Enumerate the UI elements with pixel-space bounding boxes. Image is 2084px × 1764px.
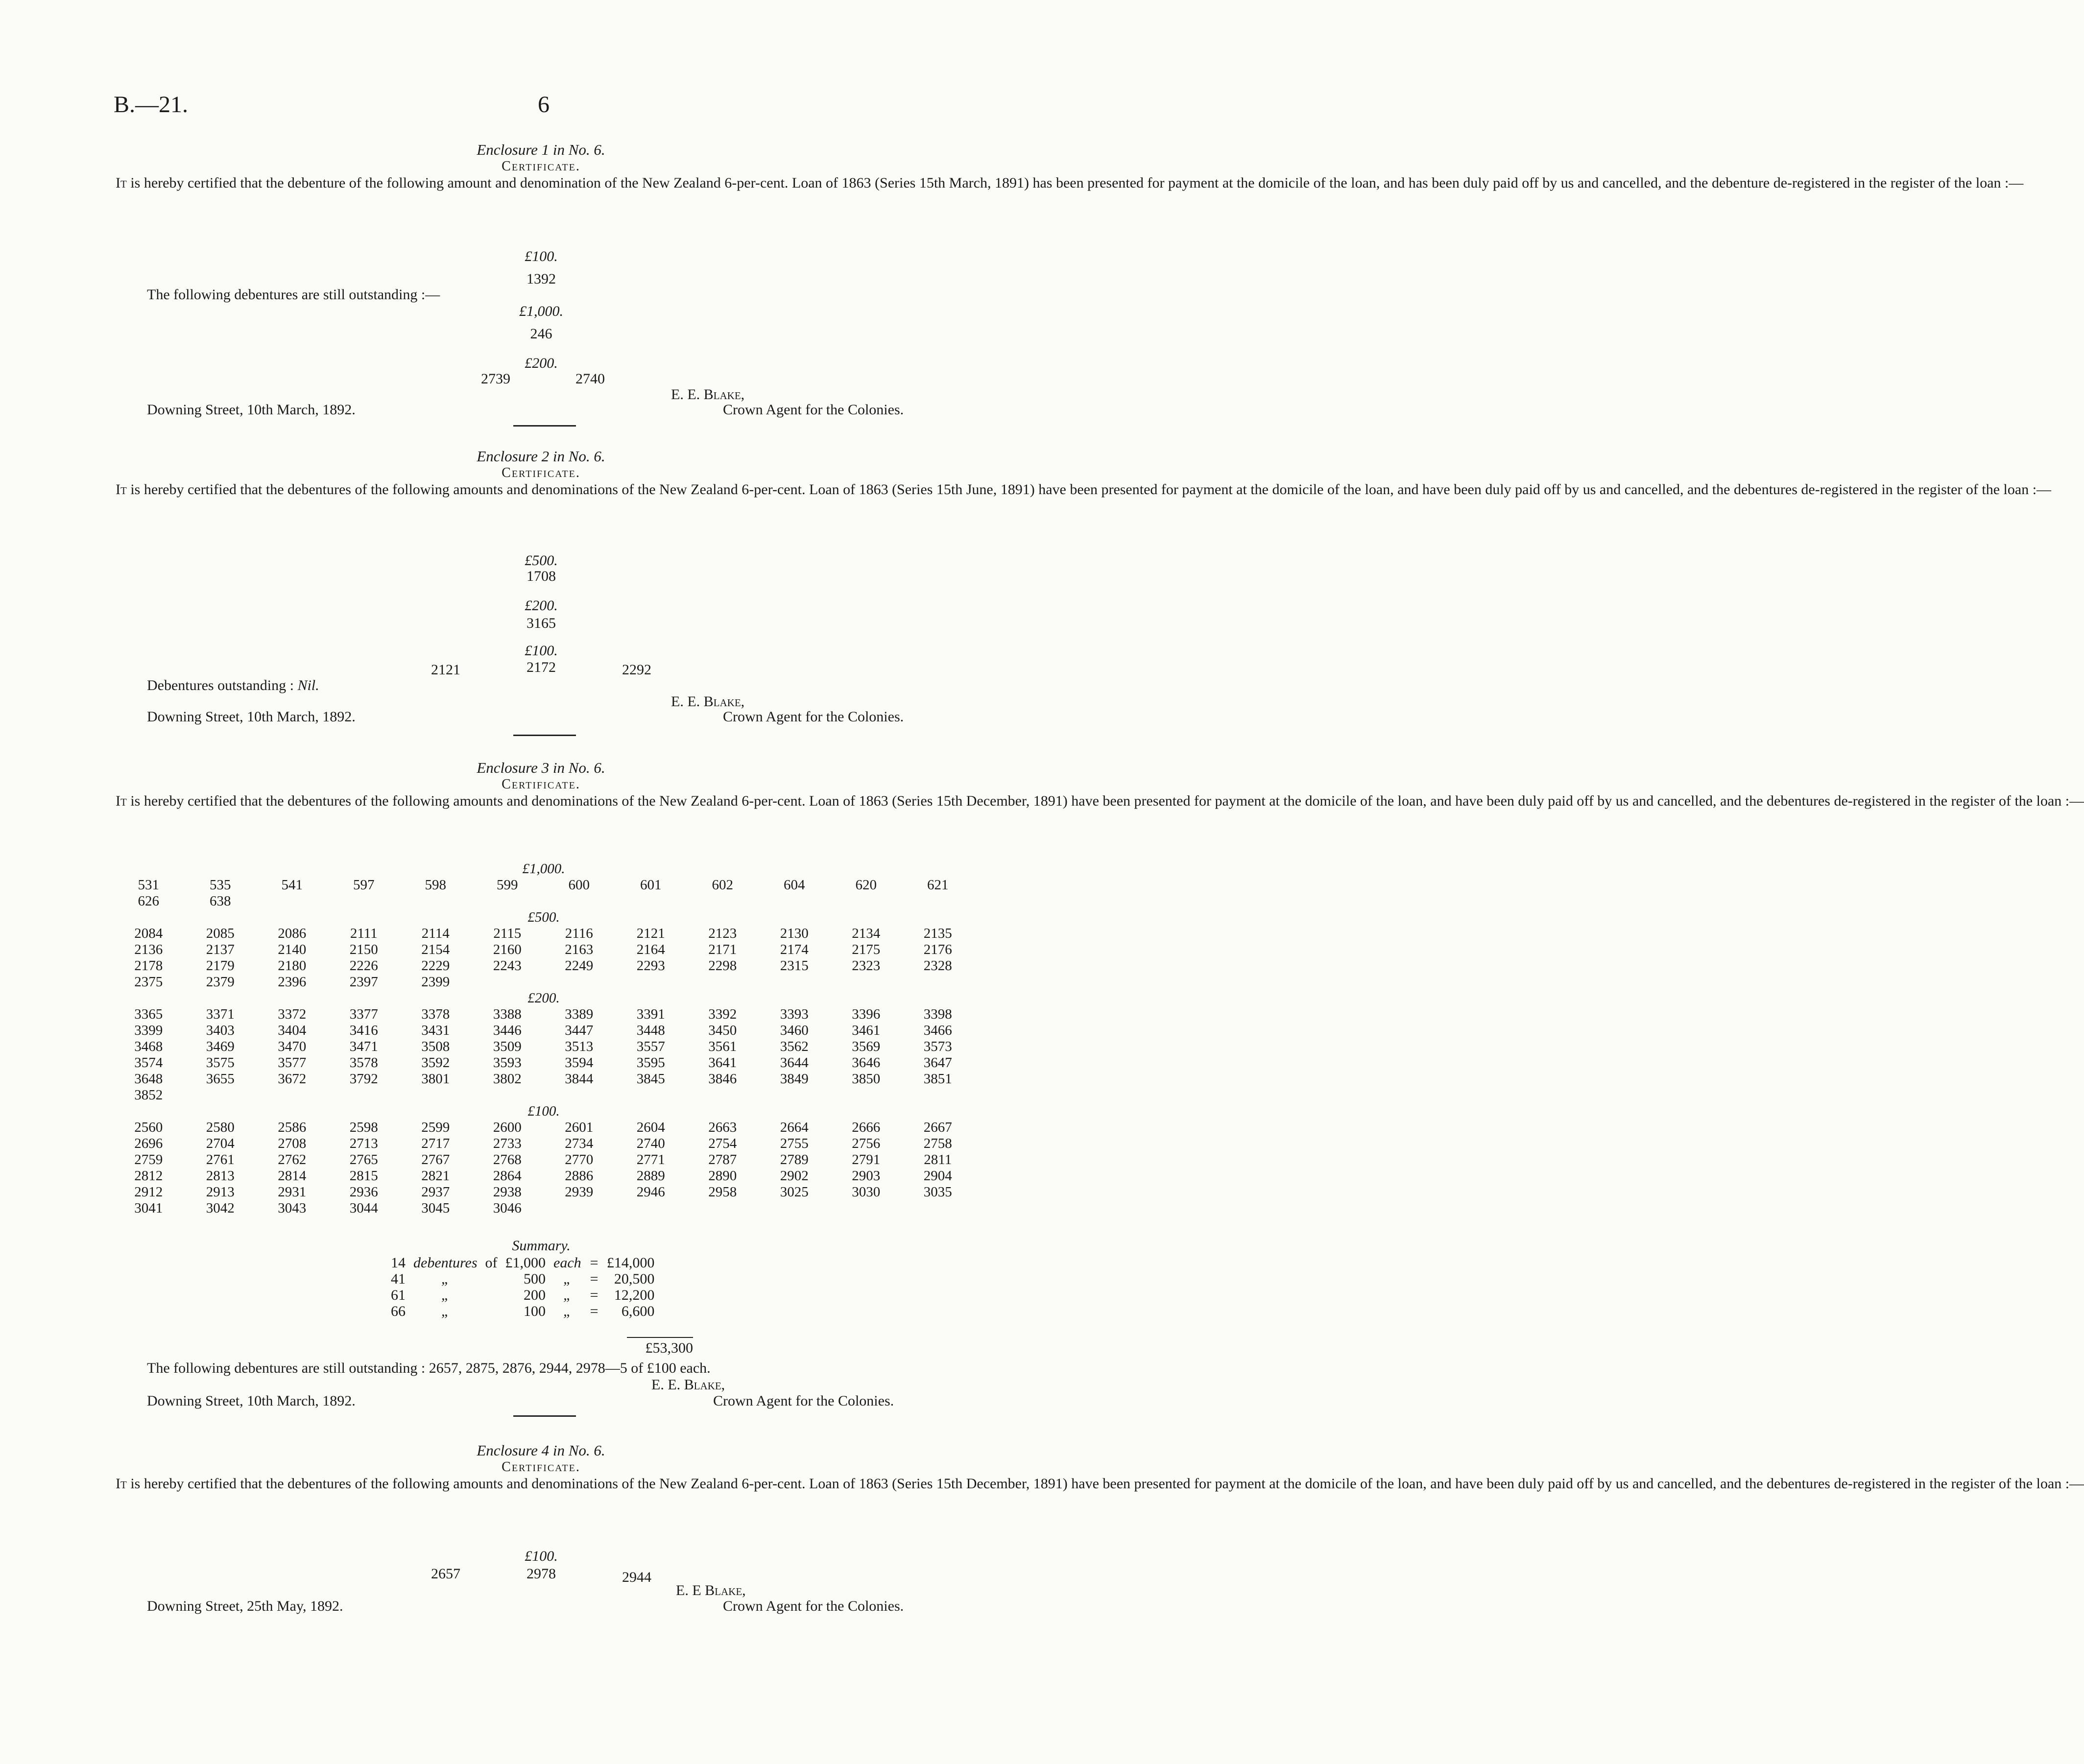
enclosure-4-number: 2944 bbox=[622, 1569, 651, 1585]
debenture-number: 3448 bbox=[636, 1023, 665, 1038]
enclosure-2-title: Enclosure 2 in No. 6. bbox=[477, 448, 605, 465]
summary-eq: = bbox=[589, 1255, 599, 1271]
debenture-number: 3396 bbox=[852, 1006, 881, 1022]
enclosure-2-number: 2172 bbox=[527, 659, 556, 675]
enclosure-2-number: 1708 bbox=[527, 568, 556, 584]
debenture-number: 2886 bbox=[565, 1168, 594, 1184]
debenture-number: 2814 bbox=[278, 1168, 307, 1184]
denomination-heading: £500. bbox=[527, 909, 560, 925]
debenture-number: 2939 bbox=[565, 1184, 594, 1200]
debenture-number: 2226 bbox=[349, 958, 378, 974]
enclosure-2-denomination-500: £500. bbox=[525, 552, 558, 569]
enclosure-3-outstanding: The following debentures are still outstanding : 2657, 2875, 2876, 2944, 2978—5 of £100 each. bbox=[147, 1360, 711, 1376]
debenture-number: 2123 bbox=[708, 926, 737, 941]
summary-total: 12,200 bbox=[614, 1287, 655, 1303]
summary-row bbox=[387, 1287, 658, 1303]
debenture-number: 3393 bbox=[780, 1006, 809, 1022]
debenture-number: 2116 bbox=[565, 926, 593, 941]
enclosure-3-title: Enclosure 3 in No. 6. bbox=[477, 759, 605, 776]
debenture-number: 2135 bbox=[923, 926, 952, 941]
debenture-number: 2717 bbox=[421, 1136, 450, 1151]
debenture-number: 3595 bbox=[636, 1055, 665, 1071]
debenture-row bbox=[113, 1071, 975, 1087]
debenture-number: 3404 bbox=[278, 1023, 307, 1038]
debenture-number: 3574 bbox=[134, 1055, 163, 1071]
debenture-number: 2164 bbox=[636, 942, 665, 957]
debenture-number: 2121 bbox=[636, 926, 665, 941]
debenture-number: 2171 bbox=[708, 942, 737, 957]
debenture-number: 2696 bbox=[134, 1136, 163, 1151]
enclosure-2-number: 2121 bbox=[431, 662, 460, 678]
debenture-number: 3644 bbox=[780, 1055, 809, 1071]
summary-eq: = bbox=[589, 1271, 599, 1287]
debenture-number: 2130 bbox=[780, 926, 809, 941]
enclosure-2-place-date: Downing Street, 10th March, 1892. bbox=[147, 709, 356, 725]
summary-of bbox=[481, 1303, 502, 1319]
debenture-number: 2175 bbox=[852, 942, 881, 957]
debenture-number: 3388 bbox=[493, 1006, 522, 1022]
debenture-number: 2604 bbox=[636, 1120, 665, 1135]
summary-amount: 100 bbox=[524, 1303, 546, 1319]
enclosure-3-place-date: Downing Street, 10th March, 1892. bbox=[147, 1393, 356, 1409]
summary-row bbox=[387, 1303, 658, 1319]
debenture-number: 2174 bbox=[780, 942, 809, 957]
debenture-number: 3593 bbox=[493, 1055, 522, 1071]
debenture-number: 3852 bbox=[134, 1087, 163, 1103]
debenture-number: 3577 bbox=[278, 1055, 307, 1071]
debenture-number: 2770 bbox=[565, 1152, 594, 1168]
debenture-number: 2249 bbox=[565, 958, 594, 974]
debenture-number: 3575 bbox=[206, 1055, 235, 1071]
debenture-number: 2397 bbox=[349, 974, 378, 990]
enclosure-1-signatory-title: Crown Agent for the Colonies. bbox=[723, 402, 904, 418]
summary-title: Summary. bbox=[512, 1238, 571, 1254]
debenture-number: 3030 bbox=[852, 1184, 881, 1200]
debenture-number: 535 bbox=[210, 877, 231, 893]
debenture-number: 2904 bbox=[923, 1168, 952, 1184]
enclosure-1-certificate-heading: Certificate. bbox=[502, 159, 580, 174]
debenture-number: 2180 bbox=[278, 958, 307, 974]
debenture-number: 2150 bbox=[349, 942, 378, 957]
debenture-number: 604 bbox=[784, 877, 805, 893]
enclosure-3-certificate-heading: Certificate. bbox=[502, 777, 580, 792]
enclosure-4-place-date: Downing Street, 25th May, 1892. bbox=[147, 1598, 343, 1614]
debenture-number: 2663 bbox=[708, 1120, 737, 1135]
summary-total: 20,500 bbox=[614, 1271, 655, 1287]
enclosure-1-denomination-200: £200. bbox=[525, 355, 558, 371]
document-reference: B.—21. bbox=[114, 92, 189, 118]
debenture-number: 2140 bbox=[278, 942, 307, 957]
debenture-number: 2560 bbox=[134, 1120, 163, 1135]
enclosure-2-denomination-100: £100. bbox=[525, 643, 558, 659]
debenture-number: 3378 bbox=[421, 1006, 450, 1022]
debenture-row bbox=[113, 958, 975, 974]
summary-grand-total: £53,300 bbox=[627, 1337, 693, 1357]
debenture-number: 2599 bbox=[421, 1120, 450, 1135]
debenture-row bbox=[113, 1136, 975, 1152]
debenture-number: 2664 bbox=[780, 1120, 809, 1135]
summary-row bbox=[387, 1271, 658, 1287]
debenture-row bbox=[113, 1006, 975, 1023]
denomination-heading: £1,000. bbox=[522, 861, 565, 877]
debenture-number: 3046 bbox=[493, 1200, 522, 1216]
debenture-number-table bbox=[113, 861, 975, 1216]
debenture-row bbox=[113, 1055, 975, 1071]
debenture-number: 2762 bbox=[278, 1152, 307, 1168]
debenture-number: 3850 bbox=[852, 1071, 881, 1087]
debenture-number: 638 bbox=[210, 893, 231, 909]
debenture-number: 2771 bbox=[636, 1152, 665, 1168]
denomination-heading: £100. bbox=[527, 1103, 560, 1119]
enclosure-1-outstanding-number: 2740 bbox=[575, 371, 605, 387]
debenture-number: 3466 bbox=[923, 1023, 952, 1038]
enclosure-1-title: Enclosure 1 in No. 6. bbox=[477, 141, 605, 158]
debenture-row bbox=[113, 1152, 975, 1168]
section-divider bbox=[513, 1415, 576, 1417]
debenture-number: 3365 bbox=[134, 1006, 163, 1022]
debenture-number: 2298 bbox=[708, 958, 737, 974]
debenture-number: 621 bbox=[927, 877, 949, 893]
debenture-number: 2931 bbox=[278, 1184, 307, 1200]
debenture-row bbox=[113, 1184, 975, 1200]
debenture-number: 2708 bbox=[278, 1136, 307, 1151]
debenture-number: 3509 bbox=[493, 1039, 522, 1054]
debenture-number: 3035 bbox=[923, 1184, 952, 1200]
enclosure-4-body: It is hereby certified that the debentures of the following amounts and denominations of the New Zealand 6-per-cent. Loan of 1863 (Series 15th December, 1891) have been presented for payment at the domicile of the loan, and have been duly paid off by us and cancelled, and the debentures de-registered in the register of the loan :— bbox=[116, 1476, 2084, 1492]
enclosure-1-denomination-1000: £1,000. bbox=[519, 303, 563, 319]
debenture-number: 2176 bbox=[923, 942, 952, 957]
debenture-number: 2598 bbox=[349, 1120, 378, 1135]
enclosure-1-number: 1392 bbox=[527, 271, 556, 287]
debenture-number: 3447 bbox=[565, 1023, 594, 1038]
debenture-number: 2323 bbox=[852, 958, 881, 974]
debenture-number: 2293 bbox=[636, 958, 665, 974]
debenture-number: 2379 bbox=[206, 974, 235, 990]
debenture-number: 2903 bbox=[852, 1168, 881, 1184]
debenture-number: 2912 bbox=[134, 1184, 163, 1200]
debenture-row bbox=[113, 1200, 975, 1216]
debenture-number: 2328 bbox=[923, 958, 952, 974]
debenture-row bbox=[113, 1168, 975, 1184]
debenture-number: 3043 bbox=[278, 1200, 307, 1216]
debenture-number: 3470 bbox=[278, 1039, 307, 1054]
debenture-number: 3802 bbox=[493, 1071, 522, 1087]
debenture-number: 602 bbox=[712, 877, 733, 893]
summary-count: 66 bbox=[391, 1303, 406, 1319]
debenture-number: 2704 bbox=[206, 1136, 235, 1151]
debenture-number: 2815 bbox=[349, 1168, 378, 1184]
denomination-heading: £200. bbox=[527, 990, 560, 1006]
debenture-number: 2399 bbox=[421, 974, 450, 990]
debenture-number: 2580 bbox=[206, 1120, 235, 1135]
summary-of bbox=[481, 1271, 502, 1287]
debenture-number: 3569 bbox=[852, 1039, 881, 1054]
debenture-number: 2111 bbox=[350, 926, 378, 941]
summary-row bbox=[387, 1255, 658, 1271]
enclosure-4-denomination-100: £100. bbox=[525, 1548, 558, 1564]
debenture-number: 2085 bbox=[206, 926, 235, 941]
summary-amount: 200 bbox=[524, 1287, 546, 1303]
debenture-row bbox=[113, 1120, 975, 1136]
debenture-number: 2136 bbox=[134, 942, 163, 957]
enclosure-1-place-date: Downing Street, 10th March, 1892. bbox=[147, 402, 356, 418]
enclosure-3-body: It is hereby certified that the debentures of the following amounts and denominations of the New Zealand 6-per-cent. Loan of 1863 (Series 15th December, 1891) have been presented for payment at the domicile of the loan, and have been duly paid off by us and cancelled, and the debentures de-registered in the register of the loan :— bbox=[116, 793, 2084, 809]
debenture-number: 2789 bbox=[780, 1152, 809, 1168]
section-divider bbox=[513, 425, 576, 427]
debenture-number: 2812 bbox=[134, 1168, 163, 1184]
debenture-number: 2946 bbox=[636, 1184, 665, 1200]
summary-each: „ bbox=[563, 1271, 572, 1287]
debenture-number: 3592 bbox=[421, 1055, 450, 1071]
debenture-row bbox=[113, 893, 975, 909]
summary-table bbox=[387, 1255, 658, 1319]
summary-each: each bbox=[553, 1255, 581, 1271]
debenture-number: 3573 bbox=[923, 1039, 952, 1054]
debenture-number: 2761 bbox=[206, 1152, 235, 1168]
debenture-number: 3389 bbox=[565, 1006, 594, 1022]
debenture-number: 3801 bbox=[421, 1071, 450, 1087]
debenture-number: 3025 bbox=[780, 1184, 809, 1200]
debenture-number: 2115 bbox=[493, 926, 522, 941]
debenture-row bbox=[113, 877, 975, 893]
debenture-number: 2315 bbox=[780, 958, 809, 974]
enclosure-2-signatory-title: Crown Agent for the Colonies. bbox=[723, 709, 904, 725]
debenture-number: 3044 bbox=[349, 1200, 378, 1216]
debenture-number: 2137 bbox=[206, 942, 235, 957]
debenture-number: 2787 bbox=[708, 1152, 737, 1168]
debenture-number: 3446 bbox=[493, 1023, 522, 1038]
debenture-number: 2864 bbox=[493, 1168, 522, 1184]
debenture-number: 2667 bbox=[923, 1120, 952, 1135]
debenture-row bbox=[113, 1039, 975, 1055]
summary-word: „ bbox=[441, 1287, 450, 1303]
debenture-number: 3392 bbox=[708, 1006, 737, 1022]
summary-each: „ bbox=[563, 1303, 572, 1319]
debenture-number: 2765 bbox=[349, 1152, 378, 1168]
debenture-number: 3672 bbox=[278, 1071, 307, 1087]
summary-eq: = bbox=[589, 1303, 599, 1319]
enclosure-2-outstanding: Debentures outstanding : Nil. bbox=[147, 677, 319, 693]
enclosure-1-outstanding-number: 246 bbox=[530, 326, 552, 342]
debenture-number: 3377 bbox=[349, 1006, 378, 1022]
summary-amount: 500 bbox=[524, 1271, 546, 1287]
debenture-number: 3471 bbox=[349, 1039, 378, 1054]
debenture-number: 2154 bbox=[421, 942, 450, 957]
debenture-number: 3646 bbox=[852, 1055, 881, 1071]
enclosure-2-signatory: E. E. Blake, bbox=[671, 693, 745, 710]
debenture-number: 3403 bbox=[206, 1023, 235, 1038]
summary-count: 41 bbox=[391, 1271, 406, 1287]
debenture-number: 598 bbox=[425, 877, 446, 893]
enclosure-1-body: It is hereby certified that the debenture of the following amount and denomination of the New Zealand 6-per-cent. Loan of 1863 (Series 15th March, 1891) has been presented for payment at the domicile of the loan, and has been duly paid off by us and cancelled, and the debenture de-registered in the register of the loan :— bbox=[116, 175, 2024, 191]
debenture-number: 2821 bbox=[421, 1168, 450, 1184]
enclosure-4-certificate-heading: Certificate. bbox=[502, 1459, 580, 1475]
enclosure-3-signatory: E. E. Blake, bbox=[651, 1377, 725, 1393]
debenture-number: 2937 bbox=[421, 1184, 450, 1200]
debenture-number: 3391 bbox=[636, 1006, 665, 1022]
summary-total: 6,600 bbox=[621, 1303, 655, 1319]
enclosure-4-signatory: E. E Blake, bbox=[676, 1582, 746, 1598]
debenture-number: 620 bbox=[855, 877, 877, 893]
debenture-number: 3648 bbox=[134, 1071, 163, 1087]
enclosure-1-outstanding-label: The following debentures are still outstanding :— bbox=[147, 286, 440, 303]
debenture-number: 2178 bbox=[134, 958, 163, 974]
debenture-number: 3399 bbox=[134, 1023, 163, 1038]
debenture-number: 2084 bbox=[134, 926, 163, 941]
debenture-number: 2813 bbox=[206, 1168, 235, 1184]
debenture-number: 2767 bbox=[421, 1152, 450, 1168]
summary-eq: = bbox=[589, 1287, 599, 1303]
debenture-row bbox=[113, 1023, 975, 1039]
debenture-row bbox=[113, 926, 975, 942]
debenture-number: 3042 bbox=[206, 1200, 235, 1216]
enclosure-2-body: It is hereby certified that the debentures of the following amounts and denominations of the New Zealand 6-per-cent. Loan of 1863 (Series 15th June, 1891) have been presented for payment at the domicile of the loan, and have been duly paid off by us and cancelled, and the debentures de-registered in the register of the loan :— bbox=[116, 481, 2052, 498]
enclosure-2-number: 2292 bbox=[622, 662, 651, 678]
debenture-number: 3468 bbox=[134, 1039, 163, 1054]
enclosure-4-title: Enclosure 4 in No. 6. bbox=[477, 1442, 605, 1459]
section-divider bbox=[513, 735, 576, 736]
debenture-number: 2179 bbox=[206, 958, 235, 974]
debenture-number: 531 bbox=[138, 877, 159, 893]
debenture-number: 2890 bbox=[708, 1168, 737, 1184]
summary-total: £14,000 bbox=[606, 1255, 655, 1271]
summary-of: of bbox=[485, 1255, 498, 1271]
debenture-number: 2902 bbox=[780, 1168, 809, 1184]
debenture-number: 3416 bbox=[349, 1023, 378, 1038]
debenture-number: 599 bbox=[497, 877, 518, 893]
debenture-number: 2889 bbox=[636, 1168, 665, 1184]
debenture-number: 600 bbox=[568, 877, 590, 893]
debenture-number: 2163 bbox=[565, 942, 594, 957]
debenture-number: 2586 bbox=[278, 1120, 307, 1135]
debenture-number: 2601 bbox=[565, 1120, 594, 1135]
debenture-number: 2713 bbox=[349, 1136, 378, 1151]
debenture-number: 3431 bbox=[421, 1023, 450, 1038]
debenture-number: 3851 bbox=[923, 1071, 952, 1087]
debenture-number: 3561 bbox=[708, 1039, 737, 1054]
debenture-number: 2134 bbox=[852, 926, 881, 941]
debenture-row bbox=[113, 1087, 975, 1103]
enclosure-1-signatory: E. E. Blake, bbox=[671, 386, 745, 403]
debenture-number: 3461 bbox=[852, 1023, 881, 1038]
debenture-number: 3655 bbox=[206, 1071, 235, 1087]
debenture-number: 2754 bbox=[708, 1136, 737, 1151]
debenture-number: 541 bbox=[281, 877, 303, 893]
debenture-number: 2758 bbox=[923, 1136, 952, 1151]
debenture-number: 2666 bbox=[852, 1120, 881, 1135]
debenture-number: 2768 bbox=[493, 1152, 522, 1168]
enclosure-1-denomination-100: £100. bbox=[525, 248, 558, 264]
debenture-number: 2791 bbox=[852, 1152, 881, 1168]
debenture-number: 3557 bbox=[636, 1039, 665, 1054]
debenture-number: 3849 bbox=[780, 1071, 809, 1087]
debenture-number: 3562 bbox=[780, 1039, 809, 1054]
summary-count: 14 bbox=[391, 1255, 406, 1271]
debenture-number: 2600 bbox=[493, 1120, 522, 1135]
debenture-number: 2114 bbox=[421, 926, 450, 941]
debenture-number: 3450 bbox=[708, 1023, 737, 1038]
enclosure-3-signatory-title: Crown Agent for the Colonies. bbox=[713, 1393, 894, 1409]
debenture-number: 2740 bbox=[636, 1136, 665, 1151]
summary-count: 61 bbox=[391, 1287, 406, 1303]
debenture-number: 3469 bbox=[206, 1039, 235, 1054]
debenture-number: 3398 bbox=[923, 1006, 952, 1022]
debenture-number: 2938 bbox=[493, 1184, 522, 1200]
summary-word: „ bbox=[441, 1303, 450, 1319]
debenture-number: 2396 bbox=[278, 974, 307, 990]
debenture-number: 2160 bbox=[493, 942, 522, 957]
enclosure-2-number: 3165 bbox=[527, 615, 556, 631]
summary-of bbox=[481, 1287, 502, 1303]
enclosure-1-outstanding-number: 2739 bbox=[481, 371, 510, 387]
enclosure-4-signatory-title: Crown Agent for the Colonies. bbox=[723, 1598, 904, 1614]
enclosure-2-denomination-200: £200. bbox=[525, 597, 558, 614]
debenture-number: 2086 bbox=[278, 926, 307, 941]
debenture-number: 2733 bbox=[493, 1136, 522, 1151]
debenture-number: 2375 bbox=[134, 974, 163, 990]
debenture-number: 3371 bbox=[206, 1006, 235, 1022]
debenture-number: 3641 bbox=[708, 1055, 737, 1071]
debenture-number: 2755 bbox=[780, 1136, 809, 1151]
debenture-number: 2734 bbox=[565, 1136, 594, 1151]
summary-each: „ bbox=[563, 1287, 572, 1303]
summary-word: „ bbox=[441, 1271, 450, 1287]
debenture-number: 3594 bbox=[565, 1055, 594, 1071]
debenture-number: 601 bbox=[640, 877, 662, 893]
debenture-number: 3045 bbox=[421, 1200, 450, 1216]
summary-word: debentures bbox=[413, 1255, 478, 1271]
summary-amount: £1,000 bbox=[505, 1255, 546, 1271]
debenture-row bbox=[113, 942, 975, 958]
enclosure-4-number: 2657 bbox=[431, 1566, 460, 1582]
debenture-number: 3844 bbox=[565, 1071, 594, 1087]
debenture-number: 597 bbox=[353, 877, 375, 893]
page-number: 6 bbox=[538, 92, 550, 118]
debenture-number: 2759 bbox=[134, 1152, 163, 1168]
debenture-number: 2958 bbox=[708, 1184, 737, 1200]
debenture-number: 3508 bbox=[421, 1039, 450, 1054]
debenture-number: 2936 bbox=[349, 1184, 378, 1200]
debenture-number: 3041 bbox=[134, 1200, 163, 1216]
debenture-number: 2811 bbox=[924, 1152, 952, 1168]
enclosure-2-certificate-heading: Certificate. bbox=[502, 465, 580, 480]
debenture-number: 2756 bbox=[852, 1136, 881, 1151]
debenture-number: 3513 bbox=[565, 1039, 594, 1054]
debenture-row bbox=[113, 974, 975, 990]
debenture-number: 3792 bbox=[349, 1071, 378, 1087]
debenture-number: 2913 bbox=[206, 1184, 235, 1200]
debenture-number: 2229 bbox=[421, 958, 450, 974]
debenture-number: 3846 bbox=[708, 1071, 737, 1087]
debenture-number: 3647 bbox=[923, 1055, 952, 1071]
debenture-number: 2243 bbox=[493, 958, 522, 974]
enclosure-4-number: 2978 bbox=[527, 1566, 556, 1582]
debenture-number: 3578 bbox=[349, 1055, 378, 1071]
debenture-number: 3460 bbox=[780, 1023, 809, 1038]
debenture-number: 626 bbox=[138, 893, 159, 909]
debenture-number: 3845 bbox=[636, 1071, 665, 1087]
debenture-number: 3372 bbox=[278, 1006, 307, 1022]
